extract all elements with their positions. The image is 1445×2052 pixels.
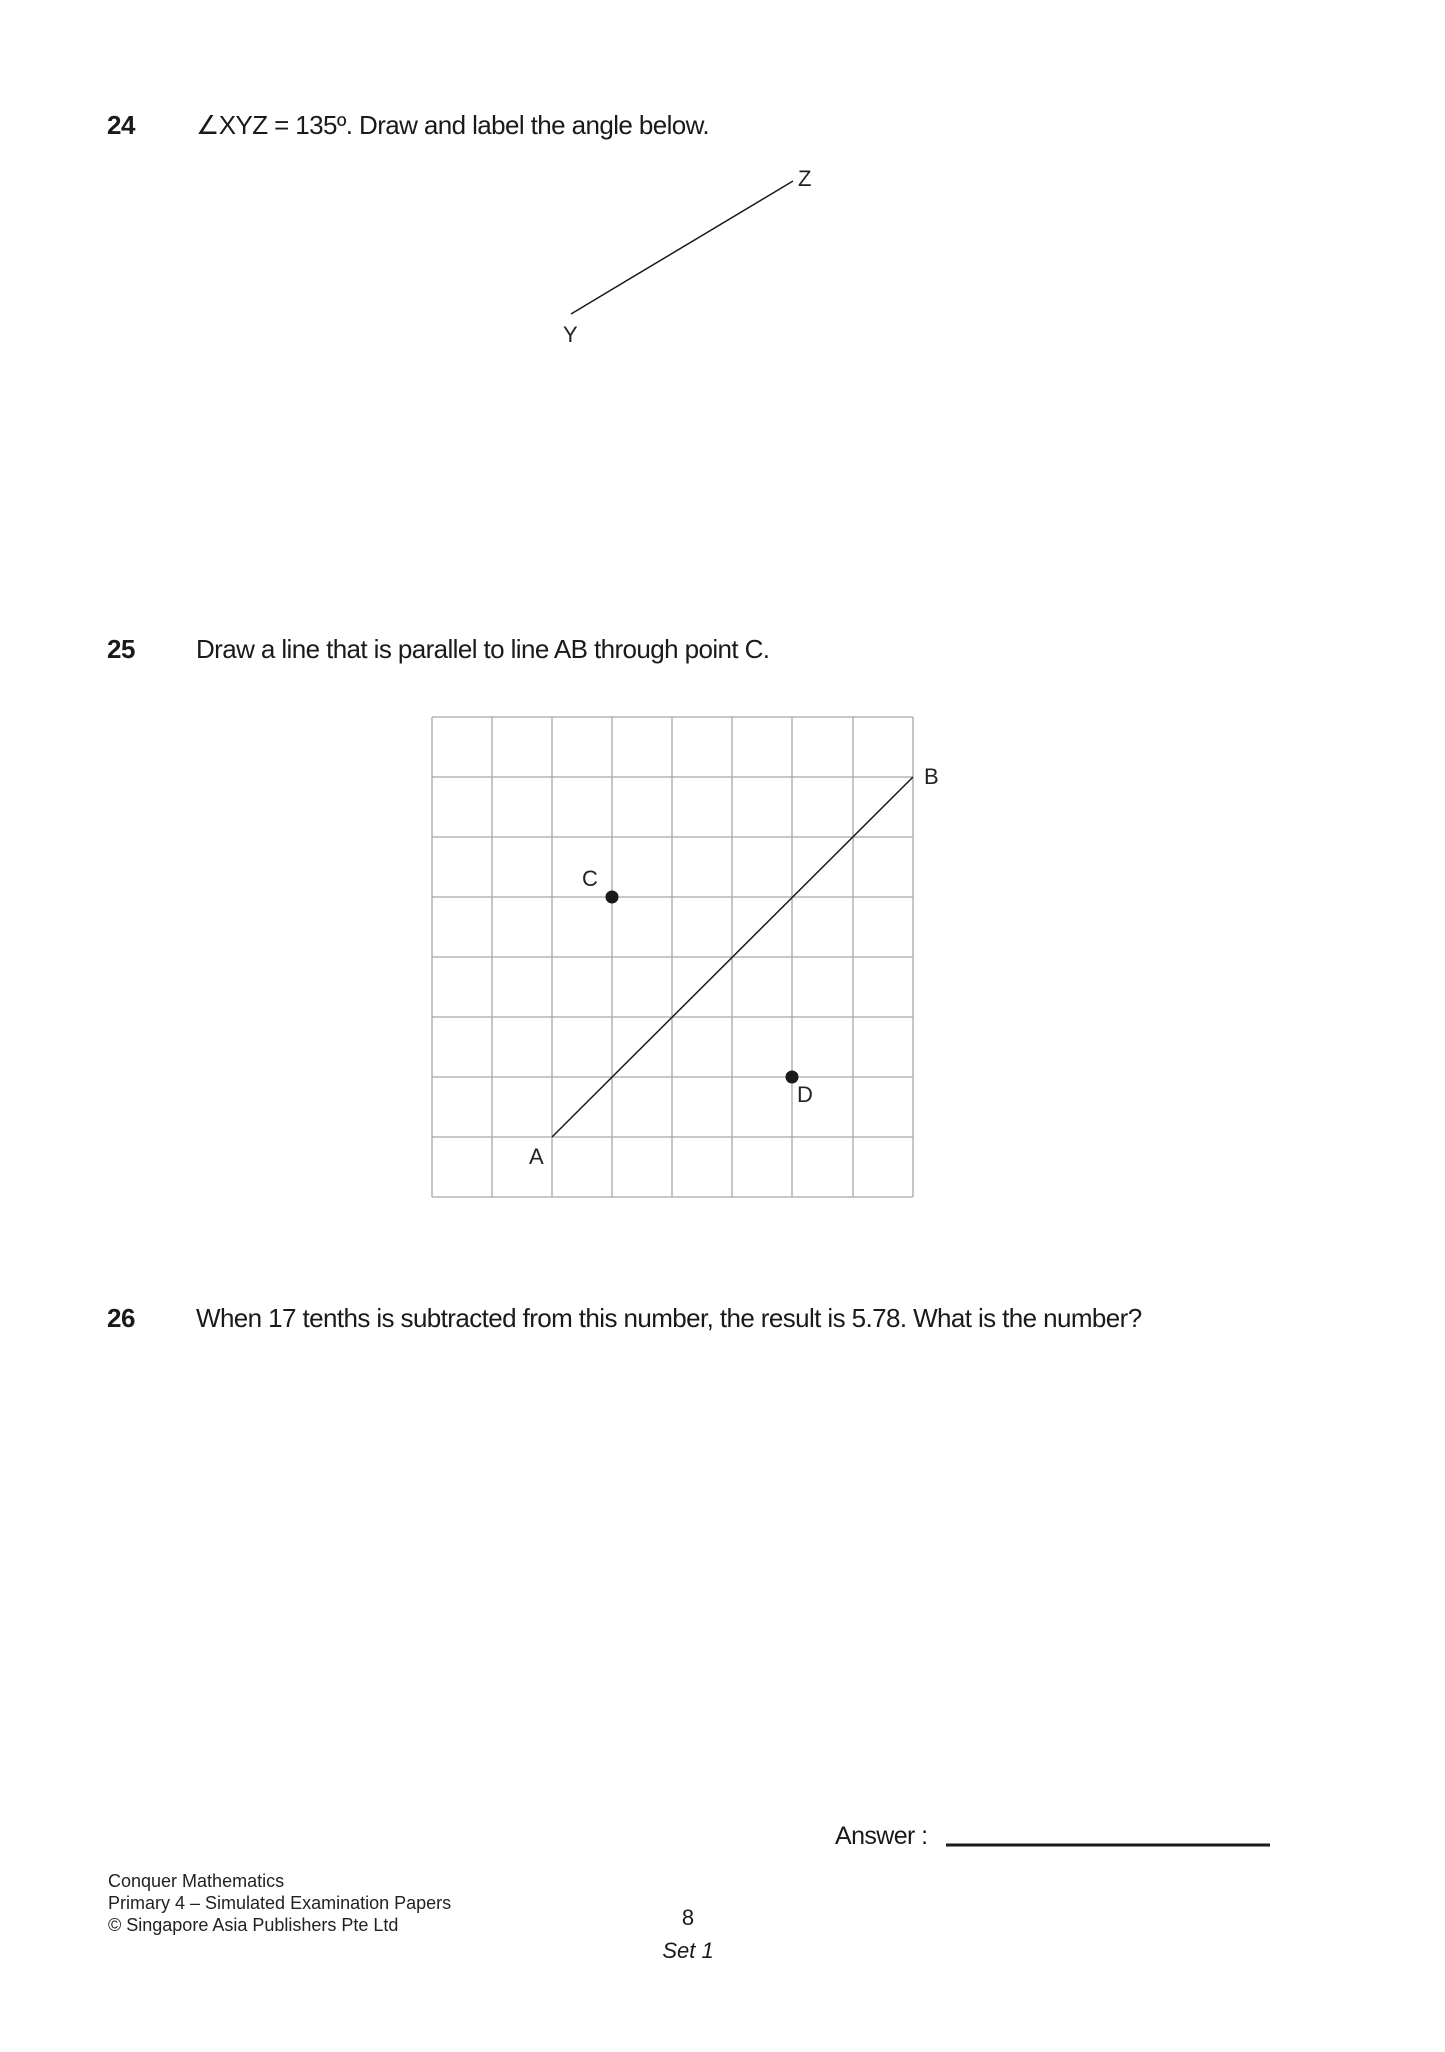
question-25-number: 25 — [107, 634, 135, 664]
footer-book-title: Conquer Mathematics — [108, 1871, 285, 1891]
answer-field[interactable] — [946, 1815, 1270, 1845]
question-24-number: 24 — [107, 110, 135, 140]
point-z-label: Z — [798, 166, 812, 191]
set-label: Set 1 — [662, 1938, 714, 1963]
point-a-label: A — [529, 1144, 544, 1169]
square-grid — [432, 717, 913, 1197]
footer-copyright: © Singapore Asia Publishers Pte Ltd — [108, 1915, 399, 1935]
point-d-label: D — [797, 1082, 813, 1107]
point-y-label: Y — [563, 322, 578, 347]
footer-book-subtitle: Primary 4 – Simulated Examination Papers — [108, 1893, 452, 1913]
question-26-text: When 17 tenths is subtracted from this number, the result is 5.78. What is the number? — [196, 1303, 1142, 1333]
point-b-label: B — [924, 764, 939, 789]
question-26-number: 26 — [107, 1303, 135, 1333]
ray-yz — [571, 181, 793, 314]
question-25-text: Draw a line that is parallel to line AB through point C. — [196, 634, 770, 664]
page-number: 8 — [681, 1905, 695, 1930]
answer-label: Answer : — [835, 1822, 928, 1850]
point-c-label: C — [582, 866, 598, 891]
point-c-dot — [606, 891, 619, 904]
question-24-text: ∠XYZ = 135º. Draw and label the angle below. — [196, 110, 710, 140]
